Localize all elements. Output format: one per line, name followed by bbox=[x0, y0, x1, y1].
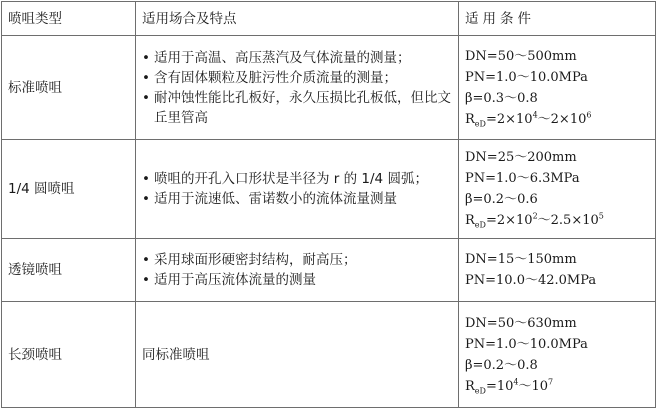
conditions-cell bbox=[459, 239, 656, 302]
feature-item: • 含有固体颗粒及脏污性介质流量的测量； bbox=[142, 68, 452, 88]
beta-value: β=0.2～0.8 bbox=[465, 357, 538, 373]
feature-item: • 喷咀的开孔入口形状是半径为 r 的 1/4 圆弧； bbox=[142, 169, 452, 189]
header-type: 喷咀类型 bbox=[2, 2, 136, 36]
feature-item: • 适用于流速低、雷诺数小的流体流量测量 bbox=[142, 189, 452, 209]
type-cell: 透镜喷咀 bbox=[2, 239, 136, 302]
type-cell: 长颈喷咀 bbox=[2, 302, 136, 408]
pn-value: PN=1.0～6.3MPa bbox=[465, 171, 580, 186]
conditions-cell bbox=[459, 302, 656, 408]
table-row bbox=[2, 140, 656, 239]
features-cell bbox=[136, 239, 459, 302]
features-cell bbox=[136, 36, 459, 140]
header-scenario: 适用场合及特点 bbox=[136, 2, 459, 36]
dn-value: DN=25～200mm bbox=[465, 150, 577, 165]
pn-value: PN=1.0～10.0MPa bbox=[465, 69, 588, 85]
conditions-cell bbox=[459, 36, 656, 140]
table-row bbox=[2, 302, 656, 408]
pn-value: PN=1.0～10.0MPa bbox=[465, 336, 588, 352]
reynolds-value: $R_{eD}=2\times 10^2\sim 2.5\times 10^5$ bbox=[465, 211, 604, 230]
header-row bbox=[2, 2, 656, 36]
table-row bbox=[2, 239, 656, 302]
type-cell: 标准喷咀 bbox=[2, 36, 136, 140]
beta-value: β=0.3～0.8 bbox=[465, 90, 538, 106]
dn-value: DN=50～630mm bbox=[465, 315, 577, 331]
features-cell bbox=[136, 140, 459, 239]
feature-item: • 适用于高温、高压蒸汽及气体流量的测量； bbox=[142, 48, 452, 68]
dn-value: DN=15～150mm bbox=[465, 252, 577, 267]
header-conditions: 适用条件 bbox=[459, 2, 656, 36]
beta-value: β=0.2～0.6 bbox=[465, 192, 538, 207]
dn-value: DN=50～500mm bbox=[465, 48, 577, 64]
feature-item: • 耐冲蚀性能比孔板好，永久压损比孔板低，但比文丘里管高 bbox=[142, 88, 452, 128]
nozzle-table bbox=[1, 1, 656, 408]
type-cell: 1/4 圆喷咀 bbox=[2, 140, 136, 239]
reynolds-value: $R_{eD}=2\times 10^4\sim 2\times 10^6$ bbox=[465, 110, 592, 129]
feature-item: • 采用球面形硬密封结构，耐高压； bbox=[142, 250, 452, 270]
features-cell: 同标准喷咀 bbox=[136, 302, 459, 408]
table-row bbox=[2, 36, 656, 140]
reynolds-value: $R_{eD}=10^4\sim 10^7$ bbox=[465, 377, 554, 396]
pn-value: PN=10.0～42.0MPa bbox=[465, 273, 597, 288]
conditions-cell bbox=[459, 140, 656, 239]
feature-item: • 适用于高压流体流量的测量 bbox=[142, 270, 452, 290]
